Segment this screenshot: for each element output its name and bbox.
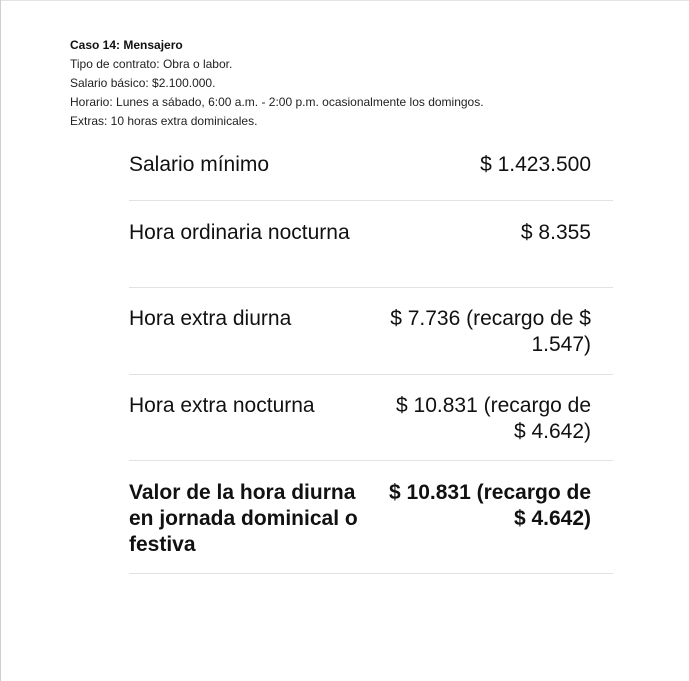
table-row-night-hour [129,201,613,288]
extra-hours: Extras: 10 horas extra dominicales. [70,114,258,128]
row-value: $ 7.736 (recargo de $ 1.547) [390,307,591,356]
wage-table [129,139,613,574]
table-row-night-overtime [129,375,613,461]
page-left-border [0,0,1,681]
work-schedule: Horario: Lunes a sábado, 6:00 a.m. - 2:00 p.m. ocasionalmente los domingos. [70,95,484,109]
case-title: Caso 14: Mensajero [70,38,183,52]
row-value: $ 1.423.500 [480,153,591,176]
row-value: $ 8.355 [520,221,591,244]
row-label: Salario mínimo [129,153,270,176]
contract-type: Tipo de contrato: Obra o labor. [70,57,233,71]
row-label: Hora extra diurna [129,307,292,330]
table-row-sunday-holiday-hour [129,461,613,574]
table-row-day-overtime [129,288,613,375]
page-top-border [0,0,689,1]
row-value: $ 10.831 (recargo de $ 4.642) [396,394,591,443]
row-label: Hora ordinaria nocturna [129,221,350,244]
row-value: $ 10.831 (recargo de $ 4.642) [389,481,591,530]
table-row-minimum-wage [129,139,613,201]
case-description [70,36,670,131]
row-label: Valor de la hora diurna en jornada dominical o festiva [129,481,358,556]
base-salary: Salario básico: $2.100.000. [70,76,216,90]
row-label: Hora extra nocturna [129,394,315,417]
